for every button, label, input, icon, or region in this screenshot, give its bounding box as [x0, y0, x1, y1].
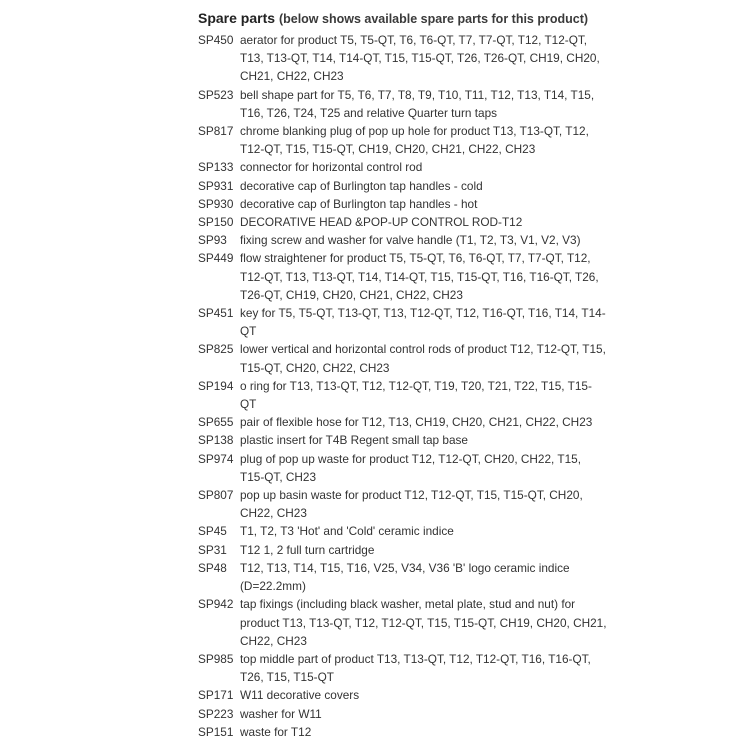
- spare-part-row: [198, 177, 608, 195]
- spare-part-row: [198, 595, 608, 650]
- part-description: aerator for product T5, T5-QT, T6, T6-QT, T7, T7-QT, T12, T12-QT, T13, T13-QT, T14, T14-QT, T15, T15-QT, T26, T26-QT, CH19, CH20, CH21, CH22, CH23: [240, 33, 600, 84]
- part-description: top middle part of product T13, T13-QT, T12, T12-QT, T16, T16-QT, T26, T15, T15-QT: [240, 651, 591, 685]
- part-code: SP931: [198, 178, 234, 193]
- spare-part-row: [198, 450, 608, 486]
- part-code: SP523: [198, 87, 234, 102]
- part-description: waste for T12: [240, 724, 312, 739]
- part-description: T12 1, 2 full turn cartridge: [240, 542, 375, 557]
- spare-part-row: [198, 522, 608, 540]
- spare-parts-heading: [198, 9, 608, 28]
- spare-part-row: [198, 231, 608, 249]
- part-code: SP930: [198, 196, 234, 211]
- spare-parts-list: [198, 31, 608, 741]
- spare-part-row: [198, 304, 608, 340]
- spare-part-row: [198, 413, 608, 431]
- spare-part-row: [198, 213, 608, 231]
- part-code: SP451: [198, 306, 234, 321]
- spare-part-row: [198, 705, 608, 723]
- part-description: fixing screw and washer for valve handle (T1, T2, T3, V1, V2, V3): [240, 233, 581, 248]
- part-description: tap fixings (including black washer, metal plate, stud and nut) for product T13, T13-QT, T12, T12-QT, T15, T15-QT, CH19, CH20, CH21, CH22, CH23: [240, 597, 607, 648]
- spare-part-row: [198, 650, 608, 686]
- part-code: SP151: [198, 724, 234, 739]
- part-description: pop up basin waste for product T12, T12-QT, T15, T15-QT, CH20, CH22, CH23: [240, 488, 583, 521]
- part-description: plug of pop up waste for product T12, T12-QT, CH20, CH22, T15, T15-QT, CH23: [240, 451, 581, 484]
- spare-part-row: [198, 377, 608, 413]
- part-description: bell shape part for T5, T6, T7, T8, T9, T10, T11, T12, T13, T14, T15, T16, T26, T24, T25 and relative Quarter turn taps: [240, 87, 595, 120]
- heading-note: (below shows available spare parts for this product): [278, 12, 589, 26]
- part-code: SP450: [198, 33, 234, 47]
- spare-parts-panel: [198, 9, 608, 741]
- part-description: chrome blanking plug of pop up hole for product T13, T13-QT, T12, T12-QT, T15, T15-QT, CH19, CH20, CH21, CH22, CH23: [240, 124, 589, 157]
- spare-part-row: [198, 541, 608, 559]
- spare-part-row: [198, 86, 608, 122]
- part-code: SP223: [198, 706, 234, 721]
- part-description: decorative cap of Burlington tap handles - hot: [240, 196, 478, 211]
- spare-part-row: [198, 559, 608, 595]
- spare-part-row: [198, 158, 608, 176]
- part-code: SP449: [198, 251, 234, 266]
- part-code: SP985: [198, 651, 234, 666]
- part-description: lower vertical and horizontal control rods of product T12, T12-QT, T15, T15-QT, CH20, CH22, CH23: [240, 342, 606, 375]
- spare-part-row: [198, 686, 608, 704]
- part-description: o ring for T13, T13-QT, T12, T12-QT, T19, T20, T21, T22, T15, T15-QT: [240, 378, 592, 412]
- part-code: SP45: [198, 524, 227, 539]
- part-description: T1, T2, T3 'Hot' and 'Cold' ceramic indice: [240, 524, 454, 539]
- part-description: decorative cap of Burlington tap handles - cold: [240, 178, 483, 193]
- part-description: flow straightener for product T5, T5-QT, T6, T6-QT, T7, T7-QT, T12, T12-QT, T13, T13-QT, T14, T14-QT, T15, T15-QT, T16, T16-QT, T26, T26-QT, CH19, CH20, CH21, CH22, CH23: [240, 251, 599, 302]
- part-code: SP807: [198, 488, 234, 503]
- part-description: T12, T13, T14, T15, T16, V25, V34, V36 'B' logo ceramic indice (D=22.2mm): [240, 560, 570, 594]
- part-code: SP138: [198, 433, 234, 448]
- part-code: SP133: [198, 160, 234, 175]
- part-code: SP817: [198, 124, 234, 139]
- part-code: SP93: [198, 233, 227, 248]
- spare-part-row: [198, 431, 608, 449]
- part-description: plastic insert for T4B Regent small tap base: [240, 433, 468, 448]
- spare-part-row: [198, 723, 608, 741]
- part-code: SP825: [198, 342, 234, 357]
- part-code: SP974: [198, 451, 234, 466]
- part-code: SP942: [198, 597, 234, 612]
- heading-title: Spare parts: [198, 10, 276, 26]
- spare-part-row: [198, 31, 608, 86]
- part-description: W11 decorative covers: [240, 688, 360, 703]
- part-code: SP194: [198, 378, 234, 393]
- spare-part-row: [198, 340, 608, 376]
- part-code: SP31: [198, 542, 227, 557]
- part-description: DECORATIVE HEAD &POP-UP CONTROL ROD-T12: [240, 215, 523, 230]
- spare-part-row: [198, 122, 608, 158]
- part-description: connector for horizontal control rod: [240, 160, 423, 175]
- spare-part-row: [198, 195, 608, 213]
- part-code: SP48: [198, 560, 227, 575]
- part-description: key for T5, T5-QT, T13-QT, T13, T12-QT, T12, T16-QT, T16, T14, T14-QT: [240, 306, 606, 339]
- spare-part-row: [198, 486, 608, 522]
- part-code: SP171: [198, 688, 234, 703]
- part-code: SP655: [198, 415, 234, 430]
- part-code: SP150: [198, 215, 234, 230]
- part-description: washer for W11: [240, 706, 322, 721]
- spare-part-row: [198, 249, 608, 304]
- part-description: pair of flexible hose for T12, T13, CH19, CH20, CH21, CH22, CH23: [240, 415, 593, 430]
